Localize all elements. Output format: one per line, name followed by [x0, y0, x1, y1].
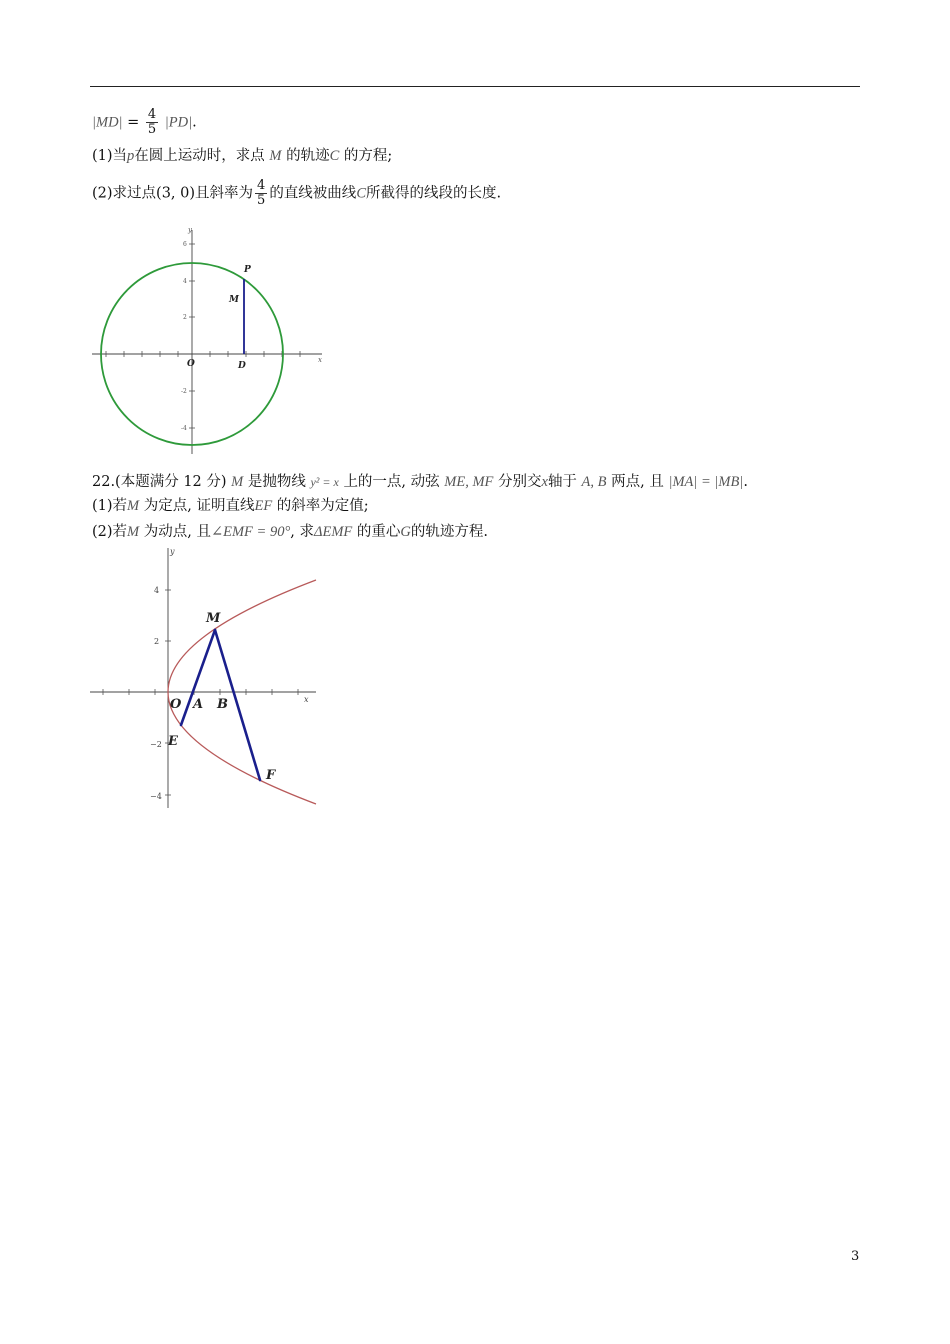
parabola-equation: y² = x	[310, 475, 339, 489]
x-axis-label: x	[304, 695, 309, 704]
y-tick-label: -2	[181, 388, 187, 395]
label-o: O	[170, 697, 182, 712]
text: 的重心	[356, 524, 401, 540]
var-pd: |PD|	[164, 114, 193, 131]
label-m: M	[206, 611, 221, 626]
text: 上的一点, 动弦	[343, 474, 440, 490]
text: 的直线被曲线	[269, 185, 357, 202]
y-tick-label: -4	[181, 425, 187, 432]
label-p: P	[244, 265, 251, 275]
var-me-mf: ME, MF	[444, 474, 494, 490]
text: 是抛物线	[247, 474, 306, 490]
var-p: p	[127, 148, 135, 164]
frac-den: 5	[147, 122, 157, 137]
text: , 求	[290, 524, 314, 540]
frac-num: 4	[147, 107, 157, 122]
y-tick-label: 6	[183, 241, 187, 248]
var-x: x	[541, 474, 548, 490]
var-a-b: A, B	[581, 474, 607, 490]
x-axis-label: x	[318, 356, 322, 364]
text: (1)当	[92, 148, 128, 164]
var-m: M	[127, 524, 140, 540]
y-tick-label: 4	[154, 586, 160, 595]
question-number: 22.(本题满分 12 分)	[92, 474, 227, 490]
text: 为动点, 且	[143, 524, 211, 540]
q22-part2	[92, 522, 488, 542]
var-m: M	[127, 498, 140, 514]
text: 为定点, 证明直线	[143, 498, 255, 514]
label-o: O	[187, 359, 195, 369]
var-abs-ma-mb: |MA| = |MB|	[668, 474, 744, 490]
q21-condition	[92, 108, 197, 137]
text: 在圆上运动时，求点	[134, 148, 265, 164]
text: 的斜率为定值;	[276, 498, 369, 514]
var-md: |MD|	[92, 114, 123, 131]
text: (1)若	[92, 498, 128, 514]
label-e: E	[168, 734, 178, 749]
var-g: G	[400, 524, 411, 540]
label-d: D	[238, 361, 246, 371]
y-tick-label: −2	[150, 740, 162, 749]
var-triangle-emf: ΔEMF	[313, 524, 353, 540]
var-angle-emf: ∠EMF = 90°	[210, 524, 291, 540]
text: 的方程;	[343, 148, 393, 164]
equals-sign: =	[127, 114, 140, 131]
label-f: F	[266, 768, 276, 783]
y-tick-label: 2	[183, 314, 187, 321]
label-a: A	[193, 697, 204, 712]
text: 的轨迹方程.	[410, 524, 488, 540]
text: 分别交	[498, 474, 542, 490]
label-b: B	[217, 697, 228, 712]
text: 的轨迹	[286, 148, 330, 164]
text: 轴于	[547, 474, 577, 490]
page-number: 3	[851, 1249, 860, 1264]
label-m: M	[229, 295, 239, 305]
figure-parabola	[88, 540, 328, 812]
var-c: C	[329, 148, 340, 164]
q22-header	[92, 472, 748, 492]
period: .	[743, 474, 748, 490]
fraction-4-5	[255, 179, 267, 208]
frac-num: 4	[257, 178, 266, 193]
text: (2)若	[92, 524, 128, 540]
var-m: M	[231, 474, 244, 490]
var-c: C	[356, 185, 366, 202]
header-rule	[90, 86, 860, 87]
text: (2)求过点(3, 0)且斜率为	[92, 185, 254, 202]
figure-circle	[88, 220, 338, 460]
var-ef: EF	[254, 498, 273, 514]
frac-den: 5	[257, 193, 266, 208]
var-m: M	[269, 148, 282, 164]
y-axis-label: y	[188, 226, 192, 234]
y-tick-label: 4	[183, 278, 187, 285]
fraction-4-5	[146, 108, 158, 137]
period: .	[192, 114, 197, 131]
y-tick-label: −4	[150, 792, 162, 801]
text: 所截得的线段的长度.	[365, 185, 502, 202]
q21-part1	[92, 146, 392, 166]
q22-part1	[92, 496, 369, 516]
q21-part2	[92, 179, 501, 208]
y-axis-label: y	[170, 547, 175, 556]
y-tick-label: 2	[154, 637, 160, 646]
text: 两点, 且	[611, 474, 664, 490]
